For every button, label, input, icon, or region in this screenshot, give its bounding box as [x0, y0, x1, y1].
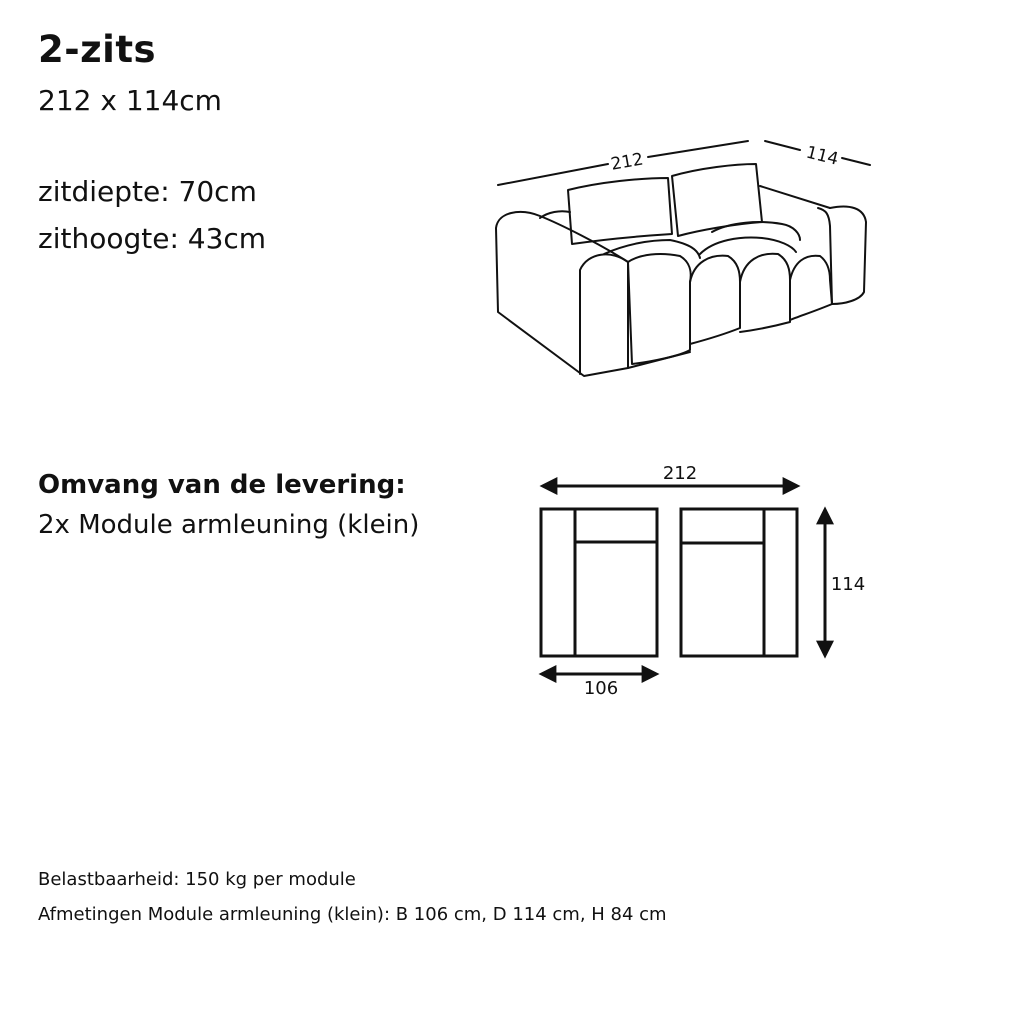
right-module	[681, 509, 797, 656]
delivery-scope-heading: Omvang van de levering:	[38, 470, 406, 500]
sofa-depth-label: 114	[804, 142, 841, 170]
plan-depth-label: 114	[830, 574, 866, 595]
product-dimensions: 212 x 114cm	[38, 84, 222, 117]
sofa-width-label: 212	[609, 149, 645, 175]
left-module	[541, 509, 657, 656]
product-title: 2-zits	[38, 28, 157, 71]
seat-height: zithoogte: 43cm	[38, 222, 267, 255]
delivery-scope-item: 2x Module armleuning (klein)	[38, 510, 420, 540]
seat-depth: zitdiepte: 70cm	[38, 175, 257, 208]
plan-module-width-label: 106	[583, 678, 619, 699]
module-dimensions-note: Afmetingen Module armleuning (klein): B 106 cm, D 114 cm, H 84 cm	[38, 904, 667, 925]
plan-total-width-label: 212	[662, 463, 698, 484]
load-capacity-note: Belastbaarheid: 150 kg per module	[38, 869, 356, 890]
